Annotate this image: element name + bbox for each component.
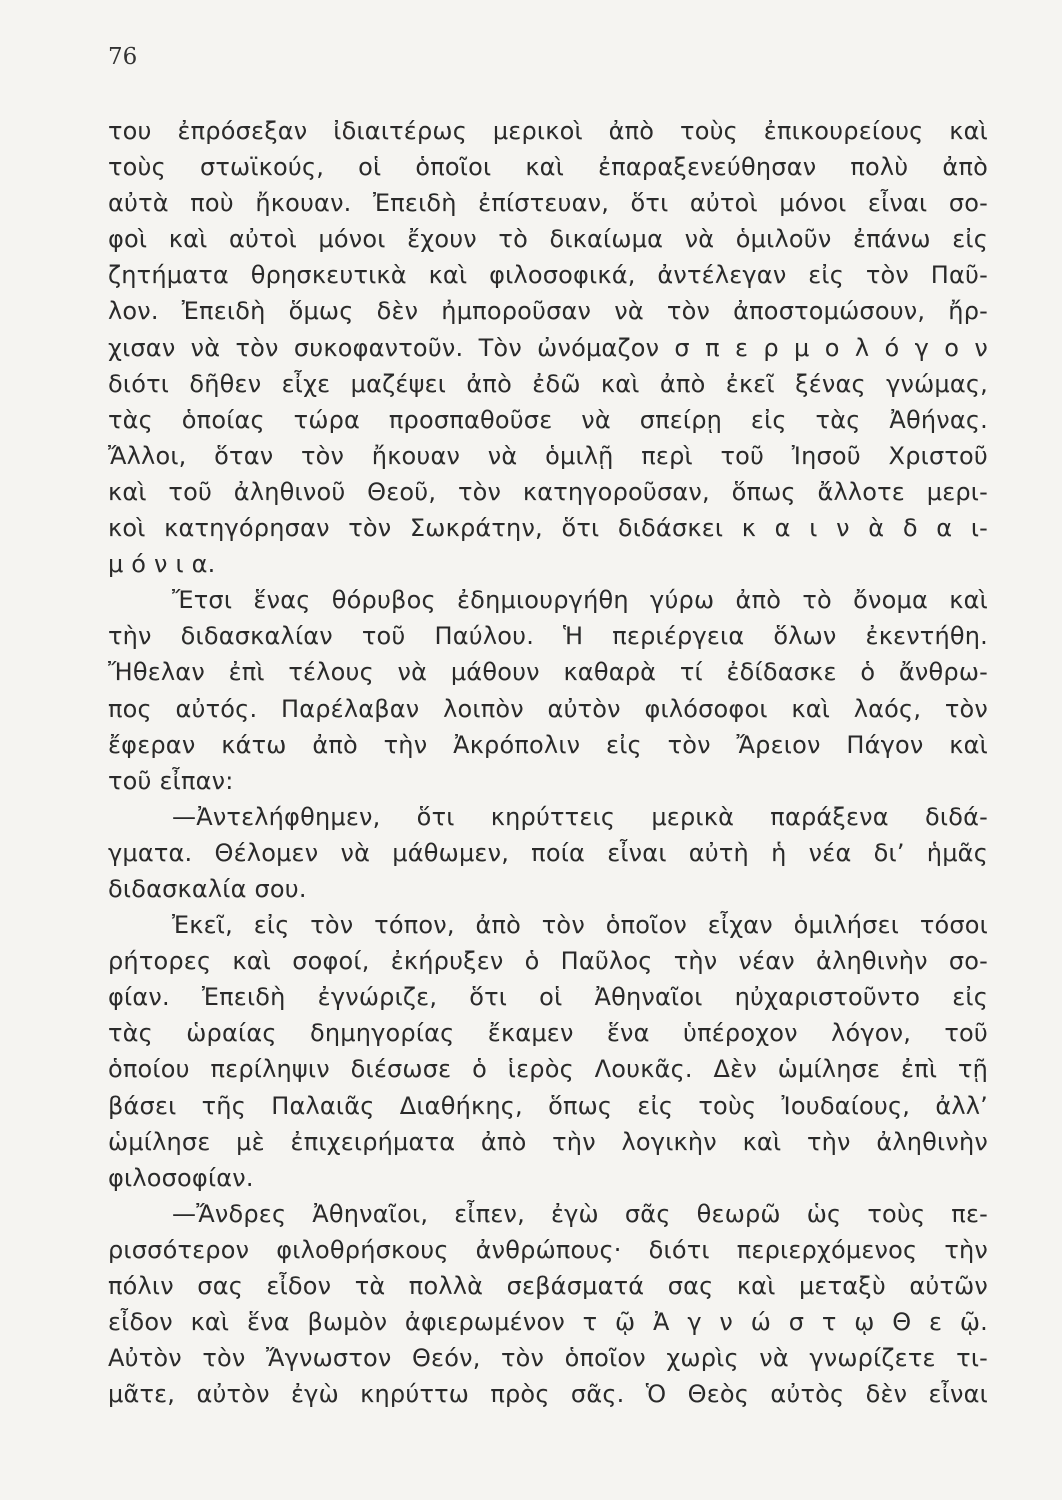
text-line: λον. Ἐπειδὴ ὅμως δὲν ἠμποροῦσαν νὰ τὸν ἀποστομώσουν, ἤρ- (108, 297, 988, 326)
text-line: ζητήματα θρησκευτικὰ καὶ φιλοσοφικά, ἀντέλεγαν εἰς τὸν Παῦ- (108, 261, 988, 290)
text-line: τὰς ὡραίας δημηγορίας ἔκαμεν ἕνα ὑπέροχον λόγον, τοῦ (108, 1019, 988, 1048)
text-line: ρισσότερον φιλοθρήσκους ἀνθρώπους· διότι περιερχόμενος τὴν (108, 1235, 988, 1264)
text-line: φιλοσοφίαν. (108, 1163, 254, 1192)
text-line: τὴν διδασκαλίαν τοῦ Παύλου. Ἡ περιέργεια ὅλων ἐκεντήθη. (108, 622, 988, 651)
text-line: τὰς ὁποίας τώρα προσπαθοῦσε νὰ σπείρῃ εἰς τὰς Ἀθήνας. (108, 405, 988, 434)
text-line: τοὺς στωϊκούς, οἱ ὁποῖοι καὶ ἐπαραξενεύθησαν πολὺ ἀπὸ (108, 153, 988, 182)
text-line: Ἐκεῖ, εἰς τὸν τόπον, ἀπὸ τὸν ὁποῖον εἶχαν ὁμιλήσει τόσοι (172, 911, 988, 940)
text-line: πος αὐτός. Παρέλαβαν λοιπὸν αὐτὸν φιλόσοφοι καὶ λαός, τὸν (108, 694, 988, 723)
text-line: ὡμίλησε μὲ ἐπιχειρήματα ἀπὸ τὴν λογικὴν καὶ τὴν ἀληθινὴν (108, 1127, 988, 1156)
text-line: αὐτὰ ποὺ ἤκουαν. Ἐπειδὴ ἐπίστευαν, ὅτι αὐτοὶ μόνοι εἶναι σο- (108, 189, 988, 218)
page-number: 76 (108, 44, 138, 70)
body-text (108, 113, 988, 1412)
text-line: μᾶτε, αὐτὸν ἐγὼ κηρύττω πρὸς σᾶς. Ὁ Θεὸς αὐτὸς δὲν εἶναι (108, 1380, 988, 1409)
text-line: φίαν. Ἐπειδὴ ἐγνώριζε, ὅτι οἱ Ἀθηναῖοι ηὐχαριστοῦντο εἰς (108, 983, 988, 1012)
text-line: φοὶ καὶ αὐτοὶ μόνοι ἔχουν τὸ δικαίωμα νὰ ὁμιλοῦν ἐπάνω εἰς (108, 225, 988, 254)
text-line: διδασκαλία σου. (108, 874, 307, 903)
text-line: ὁποίου περίληψιν διέσωσε ὁ ἱερὸς Λουκᾶς. Δὲν ὡμίλησε ἐπὶ τῇ (108, 1055, 988, 1084)
text-line: Ἔτσι ἕνας θόρυβος ἐδημιουργήθη γύρω ἀπὸ τὸ ὄνομα καὶ (172, 586, 988, 615)
text-line: διότι δῆθεν εἶχε μαζέψει ἀπὸ ἐδῶ καὶ ἀπὸ ἐκεῖ ξένας γνώμας, (108, 369, 988, 398)
text-line: κοὶ κατηγόρησαν τὸν Σωκράτην, ὅτι διδάσκει κ α ι ν ὰ δ α ι- (108, 514, 988, 543)
text-line: του ἐπρόσεξαν ἰδιαιτέρως μερικοὶ ἀπὸ τοὺς ἐπικουρείους καὶ (108, 117, 988, 145)
text-line: —Ἄνδρες Ἀθηναῖοι, εἶπεν, ἐγὼ σᾶς θεωρῶ ὡς τοὺς πε- (172, 1199, 988, 1228)
text-line: ἔφεραν κάτω ἀπὸ τὴν Ἀκρόπολιν εἰς τὸν Ἄρειον Πάγον καὶ (108, 730, 988, 759)
text-line: Ἄλλοι, ὅταν τὸν ἤκουαν νὰ ὁμιλῇ περὶ τοῦ Ἰησοῦ Χριστοῦ (108, 441, 988, 470)
text-line: ρήτορες καὶ σοφοί, ἐκήρυξεν ὁ Παῦλος τὴν νέαν ἀληθινὴν σο- (108, 947, 988, 976)
text-line: βάσει τῆς Παλαιᾶς Διαθήκης, ὅπως εἰς τοὺς Ἰουδαίους, ἀλλ’ (108, 1091, 988, 1120)
text-line: μ ό ν ι α. (108, 550, 216, 579)
text-line: τοῦ εἶπαν: (108, 766, 234, 795)
text-line: πόλιν σας εἶδον τὰ πολλὰ σεβάσματά σας καὶ μεταξὺ αὐτῶν (108, 1272, 988, 1300)
text-line: Αὐτὸν τὸν Ἄγνωστον Θεόν, τὸν ὁποῖον χωρὶς νὰ γνωρίζετε τι- (108, 1344, 988, 1373)
text-line: καὶ τοῦ ἀληθινοῦ Θεοῦ, τὸν κατηγοροῦσαν, ὅπως ἄλλοτε μερι- (108, 477, 988, 506)
text-line: χισαν νὰ τὸν συκοφαντοῦν. Τὸν ὠνόμαζον σ π ε ρ μ ο λ ό γ ο ν (108, 333, 988, 362)
text-line: Ἤθελαν ἐπὶ τέλους νὰ μάθουν καθαρὰ τί ἐδίδασκε ὁ ἄνθρω- (108, 658, 988, 687)
text-line: εἶδον καὶ ἕνα βωμὸν ἀφιερωμένον τ ῷ Ἀ γ ν ώ σ τ ῳ Θ ε ῷ. (108, 1308, 988, 1337)
text-line: —Ἀντελήφθημεν, ὅτι κηρύττεις μερικὰ παράξενα διδά- (172, 802, 988, 831)
text-line: γματα. Θέλομεν νὰ μάθωμεν, ποία εἶναι αὐτὴ ἡ νέα δι’ ἡμᾶς (108, 838, 988, 867)
